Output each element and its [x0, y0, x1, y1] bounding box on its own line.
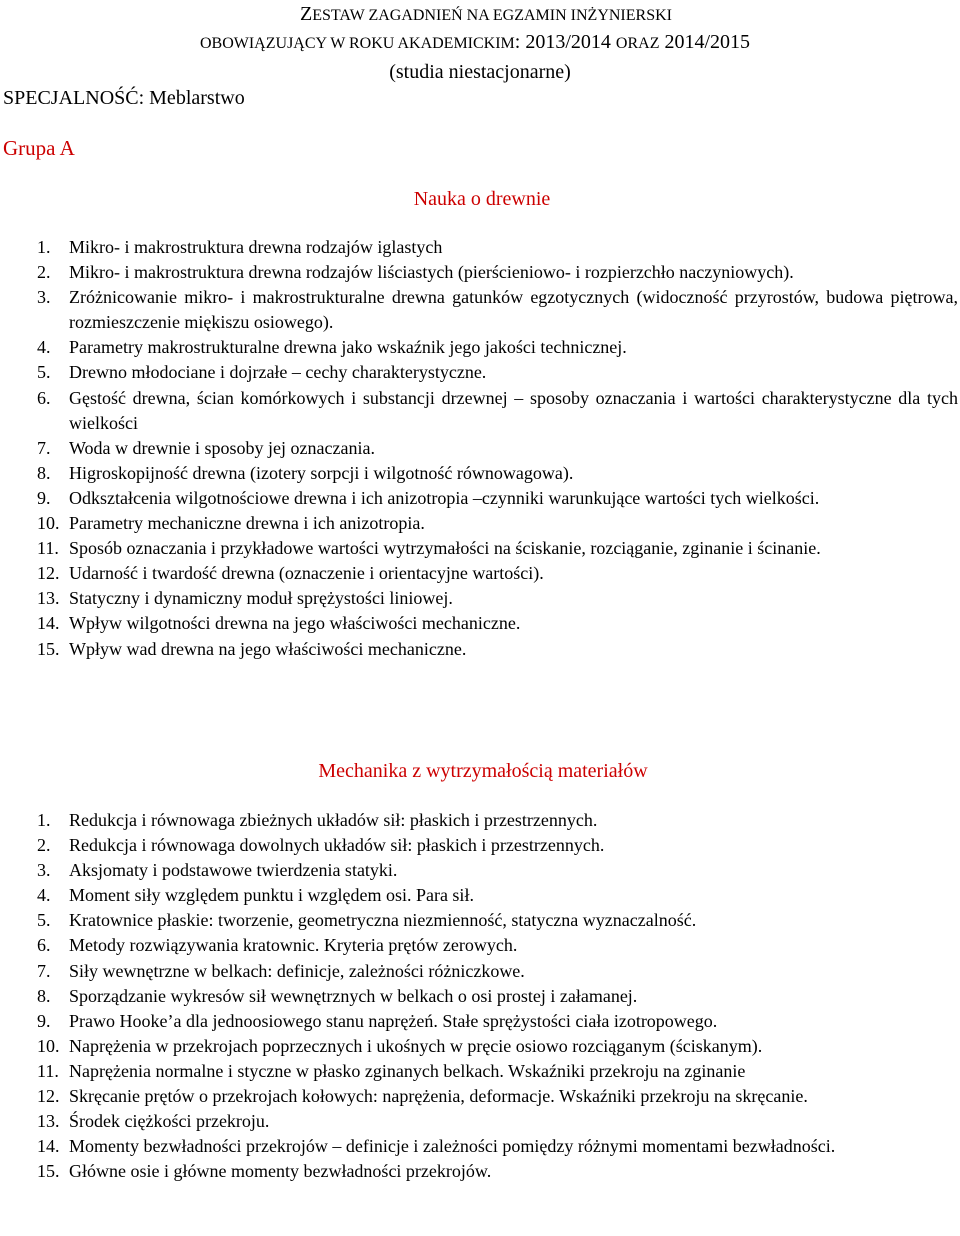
list-item — [0, 959, 958, 984]
list-item-text: Naprężenia normalne i styczne w płasko zginanych belkach. Wskaźniki przekroju na zginanie — [69, 1060, 746, 1081]
list-item-number: 14. — [37, 1136, 60, 1157]
list-item — [0, 285, 958, 335]
list-item — [0, 360, 958, 385]
list-item-text: Redukcja i równowaga dowolnych układów sił: płaskich i przestrzennych. — [69, 835, 605, 856]
question-list-nauka-o-drewnie — [0, 235, 958, 662]
list-item-number: 15. — [37, 1161, 60, 1182]
list-item-number: 2. — [37, 262, 51, 283]
list-item — [0, 908, 958, 933]
list-item-number: 3. — [37, 860, 51, 881]
list-item-number: 10. — [37, 513, 60, 534]
list-item-number: 12. — [37, 563, 60, 584]
list-item-number: 14. — [37, 613, 60, 634]
question-list-mechanika — [0, 808, 958, 1184]
list-item — [0, 808, 958, 833]
list-item — [0, 637, 958, 662]
list-item — [0, 1134, 958, 1159]
list-item — [0, 511, 958, 536]
header-line-1-initial: Z — [300, 3, 313, 25]
list-item-text: Zróżnicowanie mikro- i makrostrukturalne drewna gatunków egzotycznych (widoczność przyrostów, budowa piętrowa, rozmieszczenie miękiszu osiowego). — [69, 287, 958, 333]
section-title-nauka-o-drewnie: Nauka o drewnie — [413, 188, 551, 210]
list-item-number: 7. — [37, 960, 51, 981]
list-item-number: 9. — [37, 487, 51, 508]
list-item — [0, 436, 958, 461]
list-item-number: 10. — [37, 1035, 60, 1056]
list-item-number: 6. — [37, 935, 51, 956]
list-item — [0, 1084, 958, 1109]
list-item-text: Statyczny i dynamiczny moduł sprężystości liniowej. — [69, 588, 453, 609]
list-item-number: 13. — [37, 588, 60, 609]
list-item-text: Moment siły względem punktu i względem osi. Para sił. — [69, 885, 474, 906]
header-line-2-d: 2014/2015 — [659, 31, 751, 53]
list-item-number: 1. — [37, 237, 51, 257]
list-item — [0, 536, 958, 561]
list-item — [0, 1009, 958, 1034]
list-item-text: Odkształcenia wilgotnościowe drewna i ich anizotropia –czynniki warunkujące wartości tych wielkości. — [69, 487, 820, 508]
list-item — [0, 1159, 958, 1184]
list-item — [0, 611, 958, 636]
list-item — [0, 858, 958, 883]
section-title-mechanika: Mechanika z wytrzymałością materiałów — [318, 760, 648, 782]
list-item-number: 6. — [37, 387, 51, 408]
list-item-text: Sposób oznaczania i przykładowe wartości wytrzymałości na ściskanie, rozciąganie, zginanie i ścinanie. — [69, 538, 821, 559]
list-item-text: Drewno młodociane i dojrzałe – cechy charakterystyczne. — [69, 362, 487, 383]
list-item-number: 7. — [37, 437, 51, 458]
list-item — [0, 461, 958, 486]
list-item-text: Prawo Hooke’a dla jednoosiowego stanu naprężeń. Stałe sprężystości ciała izotropowego. — [69, 1010, 718, 1031]
list-item-number: 11. — [37, 538, 59, 559]
list-item-text: Wpływ wilgotności drewna na jego właściwości mechaniczne. — [69, 613, 521, 634]
list-item — [0, 1059, 958, 1084]
list-item-text: Aksjomaty i podstawowe twierdzenia statyki. — [69, 860, 398, 881]
list-item-text: Redukcja i równowaga zbieżnych układów sił: płaskich i przestrzennych. — [69, 810, 598, 830]
list-item-number: 15. — [37, 638, 60, 659]
list-item-text: Parametry makrostrukturalne drewna jako wskaźnik jego jakości technicznej. — [69, 337, 627, 358]
list-item — [0, 486, 958, 511]
list-item-text: Parametry mechaniczne drewna i ich anizotropia. — [69, 513, 425, 534]
header-line-2 — [0, 28, 960, 58]
list-item-text: Kratownice płaskie: tworzenie, geometryczna niezmienność, statyczna wyznaczalność. — [69, 910, 697, 931]
list-item-number: 2. — [37, 835, 51, 856]
list-item-text: Środek ciężkości przekroju. — [69, 1111, 270, 1132]
list-item — [0, 335, 958, 360]
list-item-text: Woda w drewnie i sposoby jej oznaczania. — [69, 437, 375, 458]
list-item-number: 5. — [37, 362, 51, 383]
list-item-text: Naprężenia w przekrojach poprzecznych i ukośnych w pręcie osiowo rozciąganym (ściskanym). — [69, 1035, 763, 1056]
list-item — [0, 260, 958, 285]
list-item — [0, 984, 958, 1009]
specialty-label: SPECJALNOŚĆ: Meblarstwo — [3, 87, 245, 109]
header-line-1-rest: ESTAW ZAGADNIEŃ NA EGZAMIN INŻYNIERSKI — [312, 7, 672, 24]
document-header — [0, 2, 960, 86]
group-label: Grupa A — [3, 136, 75, 160]
list-item-text: Mikro- i makrostruktura drewna rodzajów liściastych (pierścieniowo- i rozpierzchło naczyniowych). — [69, 262, 794, 283]
list-item-text: Gęstość drewna, ścian komórkowych i substancji drzewnej – sposoby oznaczania i wartości charakterystyczne dla tych wielkości — [69, 387, 958, 433]
list-item-text: Udarność i twardość drewna (oznaczenie i orientacyjne wartości). — [69, 563, 544, 584]
list-item-number: 13. — [37, 1111, 60, 1132]
header-line-1 — [12, 2, 960, 28]
list-item-number: 5. — [37, 910, 51, 931]
list-item-number: 4. — [37, 337, 51, 358]
list-item-text: Sporządzanie wykresów sił wewnętrznych w belkach o osi prostej i załamanej. — [69, 985, 638, 1006]
list-item-text: Mikro- i makrostruktura drewna rodzajów iglastych — [69, 237, 443, 257]
header-line-2-b: : 2013/2014 — [514, 31, 616, 53]
list-item-text: Główne osie i główne momenty bezwładności przekrojów. — [69, 1161, 492, 1182]
list-item-number: 12. — [37, 1086, 60, 1107]
header-line-2-a: OBOWIĄZUJĄCY W ROKU AKADEMICKIM — [199, 35, 515, 52]
list-item-number: 11. — [37, 1060, 59, 1081]
list-item-text: Wpływ wad drewna na jego właściwości mechaniczne. — [69, 638, 467, 659]
list-item — [0, 386, 958, 436]
list-item — [0, 833, 958, 858]
list-item-text: Higroskopijność drewna (izotery sorpcji i wilgotność równowagowa). — [69, 462, 574, 483]
list-item — [0, 1109, 958, 1134]
list-item-number: 9. — [37, 1010, 51, 1031]
header-line-3: (studia niestacjonarne) — [389, 61, 571, 83]
list-item-number: 8. — [37, 462, 51, 483]
list-item-text: Siły wewnętrzne w belkach: definicje, zależności różniczkowe. — [69, 960, 525, 981]
list-item-number: 4. — [37, 885, 51, 906]
list-item-text: Skręcanie prętów o przekrojach kołowych: naprężenia, deformacje. Wskaźniki przekroju na skręcanie. — [69, 1086, 808, 1107]
list-item — [0, 1034, 958, 1059]
list-item — [0, 561, 958, 586]
header-line-2-c: ORAZ — [615, 35, 660, 52]
list-item-text: Metody rozwiązywania kratownic. Kryteria prętów zerowych. — [69, 935, 518, 956]
list-item-number: 1. — [37, 810, 51, 830]
list-item-text: Momenty bezwładności przekrojów – definicje i zależności pomiędzy różnymi momentami bezwładności. — [69, 1136, 836, 1157]
list-item — [0, 883, 958, 908]
list-item-number: 8. — [37, 985, 51, 1006]
list-item — [0, 235, 958, 260]
list-item-number: 3. — [37, 287, 51, 308]
list-item — [0, 586, 958, 611]
list-item — [0, 933, 958, 958]
